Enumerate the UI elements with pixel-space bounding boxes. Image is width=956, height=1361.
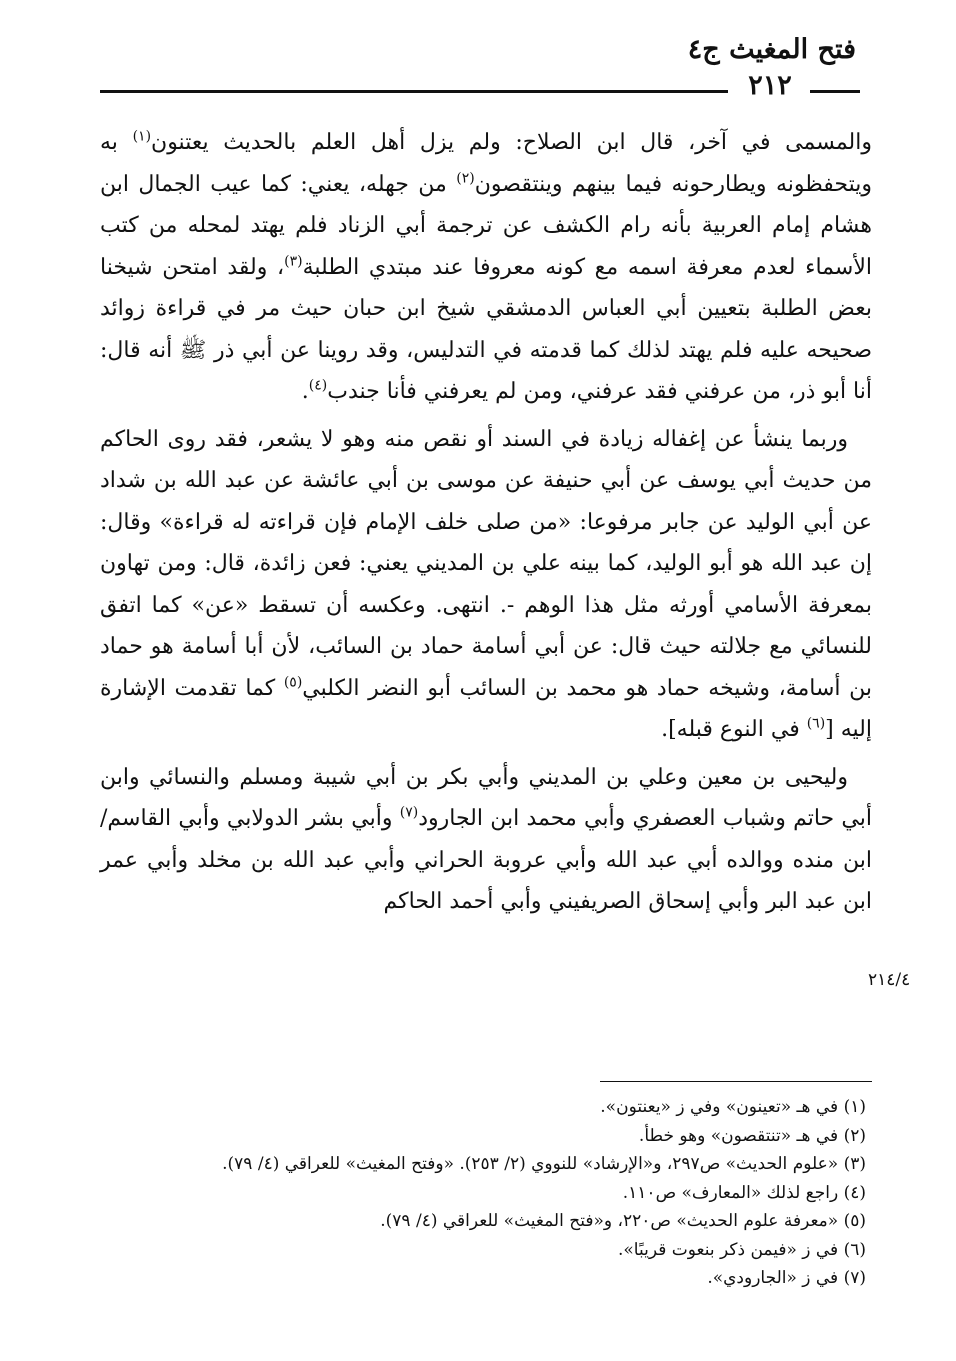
main-text (100, 122, 872, 923)
footnotes (94, 1093, 866, 1293)
header-rule (100, 90, 728, 93)
footnote-5: (٥) «معرفة علوم الحديث» ص٢٢٠، و«فتح المغيث» للعراقي (٤/ ٧٩). (380, 1211, 866, 1231)
footnote-ref-7[interactable]: (٧) (399, 804, 419, 821)
footnote-6: (٦) في ز «فيمن ذكر بنعوت قريبًا». (617, 1239, 866, 1260)
footnote-ref-2[interactable]: (٢) (456, 170, 475, 187)
footnote-ref-3[interactable]: (٣) (284, 253, 303, 270)
footnote-4: (٤) راجع لذلك «المعارف» ص١١٠. (622, 1182, 866, 1203)
footnote-1: (١) في هـ «تعينون» وفي ز «يعنتون». (600, 1097, 866, 1117)
footnote-ref-5[interactable]: (٥) (283, 674, 303, 691)
paragraph-2: وربما ينشأ عن إغفاله زيادة في السند أو نقص منه وهو لا يشعر، فقد روى الحاكم من حديث أبي يوسف عن أبي حنيفة عن موسى بن أبي عائشة عن عبد الله بن شداد عن أبي الوليد عن جابر مرفوعا: «من صلى خلف الإمام فإن قراءته له قراءة» وقال: إن عبد الله هو أبو الوليد، كما بينه علي بن المديني يعني: فعن زائدة، قال: ومن تهاون بمعرفة الأسامي أورثه مثل هذا الوهم -. انتهى. وعكسه أن تسقط «عن» كما اتفق للنسائي مع جلالته حيث قال: عن أبي أسامة حماد بن السائب، لأن أبا أسامة هو حماد بن أسامة، وشيخه حماد هو محمد بن السائب أبو النضر الكلبي$^{(٥)}$ كما تقدمت الإشارة إليه [$^{(٦)}$ في النوع قبله]. (100, 426, 872, 742)
paragraph-3: وليحيى بن معين وعلي بن المديني وأبي بكر بن أبي شيبة ومسلم والنسائي وابن أبي حاتم وشباب العصفري وأبي محمد ابن الجارود$^{(٧)}$ وأبي بشر الدولابي وأبي القاسم/ ابن منده ووالده أبي عبد الله وأبي عروبة الحراني وأبي عبد الله بن مخلد وأبي عمر ابن عبد البر وأبي إسحاق الصريفيني وأبي أحمد الحاكم (100, 764, 872, 914)
footnote-2: (٢) في هـ «تنتقصون» وهو خطأ. (638, 1125, 866, 1146)
footnote-ref-6[interactable]: (٦) (806, 715, 826, 732)
footnote-separator (600, 1081, 872, 1082)
margin-reference: ٢١٤/٤ (868, 970, 911, 990)
header-rule-short (810, 90, 860, 93)
paragraph-1: والمسمى في آخر، قال ابن الصلاح: ولم يزل أهل العلم بالحديث يعتنون$^{(١)}$ به ويتحفظونه ويطارحونه فيما بينهم وينتقصون$^{(٢)}$ من جهله، يعني: كما عيب الجمال ابن هشام إمام العربية بأنه رام الكشف عن ترجمة أبي الزناد فلم يهتد لمحله من كتب الأسماء لعدم معرفة اسمه مع كونه معروفا عند مبتدي الطلبة$^{(٣)}$، ولقد امتحن شيخنا بعض الطلبة بتعيين أبي العباس الدمشقي شيخ ابن حبان حيث مر في قراءة زوائد صحيحه عليه فلم يهتد لذلك كما قدمته في التدليس، وقد روينا عن أبي ذر ﷺ أنه قال: أنا أبو ذر، من عرفني فقد عرفني، ومن لم يعرفني فأنا جندب$^{(٤)}$. (100, 128, 872, 404)
running-title: فتح المغيث ج٤ (687, 34, 856, 65)
footnote-ref-1[interactable]: (١) (132, 128, 152, 145)
footnote-7: (٧) في ز «الجارودي». (707, 1268, 866, 1288)
footnote-ref-4[interactable]: (٤) (308, 377, 328, 394)
page-number: ٢١٢ (748, 70, 792, 101)
footnote-3: (٣) «علوم الحديث» ص٢٩٧، و«الإرشاد» للنووي (٢/ ٢٥٣). «وفتح المغيث» للعراقي (٤/ ٧٩). (222, 1154, 866, 1174)
